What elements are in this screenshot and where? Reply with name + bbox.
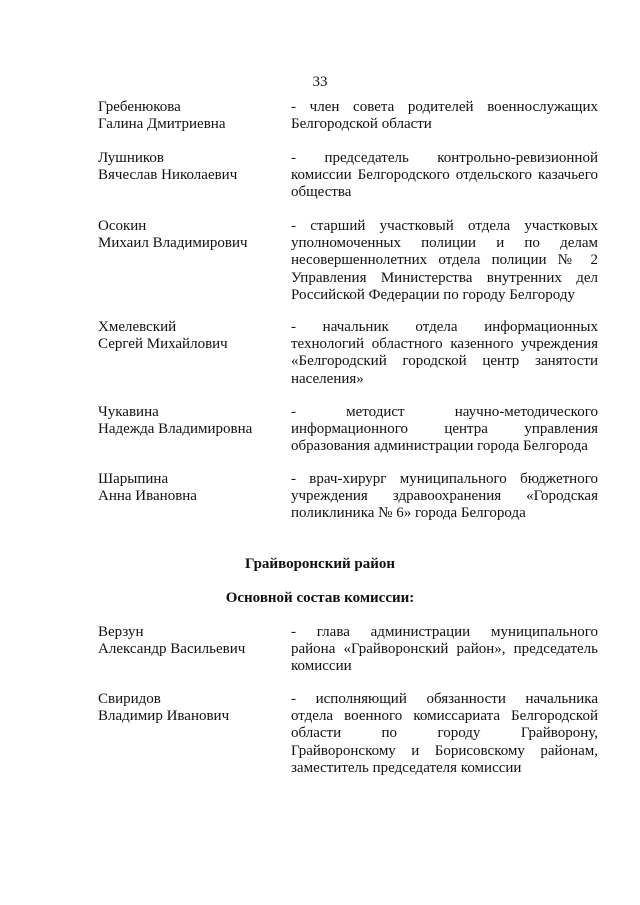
member-given-names: Вячеслав Николаевич (98, 167, 238, 184)
member-name (98, 691, 283, 725)
member-role (291, 319, 598, 388)
role-line: комиссии (291, 658, 352, 675)
role-line: общества (291, 184, 352, 201)
member-given-names: Александр Васильевич (98, 641, 246, 658)
member-surname: Гребенюкова (98, 99, 181, 115)
role-line: учреждения здравоохранения «Городская (291, 488, 598, 505)
role-line: Белгородской области (291, 116, 432, 133)
member-role (291, 624, 598, 676)
role-line: - старший участковый отдела участковых (291, 218, 598, 234)
role-line: Управления Министерства внутренних дел (291, 269, 598, 286)
role-line: поликлиника № 6» города Белгорода (291, 505, 526, 522)
role-line: - председатель контрольно-ревизионной (291, 150, 598, 166)
member-role (291, 150, 598, 202)
role-line: - методист научно-методического (291, 404, 598, 420)
district-title: Грайворонский район (244, 556, 396, 572)
role-line: Российской Федерации по городу Белгороду (291, 286, 576, 303)
role-line: - начальник отдела информационных (291, 319, 598, 335)
role-line: - глава администрации муниципального (291, 624, 598, 640)
member-given-names: Галина Дмитриевна (98, 116, 226, 133)
member-name (98, 624, 283, 658)
member-surname: Лушников (98, 150, 165, 166)
member-role (291, 471, 598, 523)
role-line: технологий областного казенного учреждения (291, 336, 598, 353)
role-line: - член совета родителей военнослужащих (291, 99, 598, 115)
section-title: Основной состав комиссии: (225, 590, 415, 606)
member-surname: Чукавина (98, 404, 159, 420)
member-name (98, 150, 283, 184)
role-line: района «Грайворонский район», председатель (291, 641, 598, 658)
member-surname: Верзун (98, 624, 144, 640)
role-line: «Белгородский городской центр занятости (291, 353, 598, 370)
role-line: - врач-хирург муниципального бюджетного (291, 471, 598, 487)
member-given-names: Надежда Владимировна (98, 421, 253, 438)
role-line: - исполняющий обязанности начальника (291, 691, 598, 707)
role-line: населения» (291, 370, 364, 387)
role-line: уполномоченных полиции и по делам (291, 235, 598, 252)
member-given-names: Сергей Михайлович (98, 336, 228, 353)
member-given-names: Владимир Иванович (98, 708, 230, 725)
page-number: 33 (312, 74, 328, 90)
member-name (98, 404, 283, 438)
role-line: заместитель председателя комиссии (291, 759, 522, 776)
member-role (291, 404, 598, 456)
member-given-names: Михаил Владимирович (98, 235, 248, 252)
role-line: Грайворонскому и Борисовскому районам, (291, 742, 598, 759)
member-name (98, 471, 283, 505)
member-surname: Свиридов (98, 691, 161, 707)
member-surname: Осокин (98, 218, 147, 234)
role-line: комиссии Белгородского отдельского казачьего (291, 167, 598, 184)
role-line: информационного центра управления (291, 421, 598, 438)
member-role (291, 691, 598, 777)
member-name (98, 99, 283, 133)
member-surname: Шарыпина (98, 471, 169, 487)
role-line: отдела военного комиссариата Белгородской (291, 708, 598, 725)
role-line: области по городу Грайворону, (291, 725, 598, 742)
role-line: несовершеннолетних отдела полиции № 2 (291, 252, 598, 269)
member-role (291, 99, 598, 133)
role-line: образования администрации города Белгорода (291, 438, 588, 455)
member-name (98, 319, 283, 353)
member-given-names: Анна Ивановна (98, 488, 197, 505)
member-role (291, 218, 598, 304)
member-name (98, 218, 283, 252)
member-surname: Хмелевский (98, 319, 177, 335)
